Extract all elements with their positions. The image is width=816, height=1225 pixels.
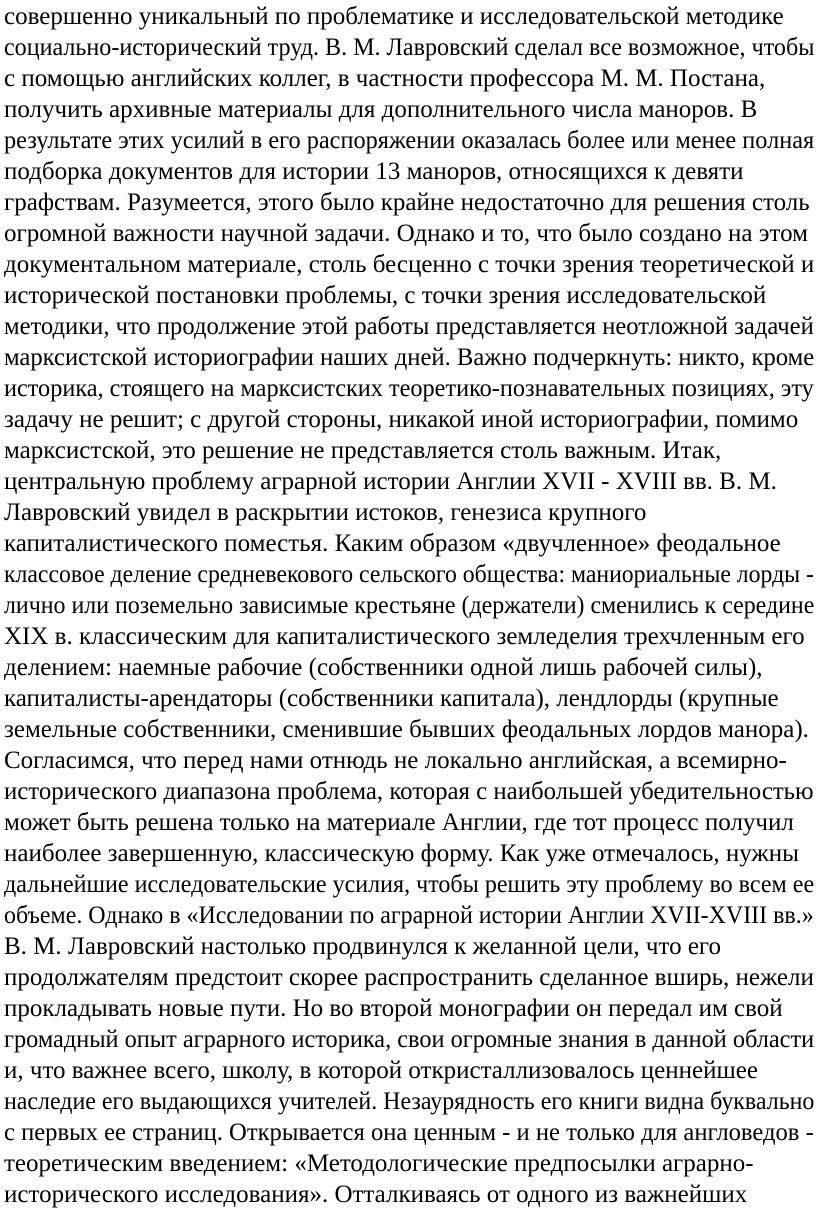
text-line-6: подборка документов для истории 13 маноров, относящихся к девяти <box>4 158 744 185</box>
text-line-5: результате этих усилий в его распоряжении оказалась более или менее полная <box>4 127 815 154</box>
text-line-26: исторического диапазона проблема, которая с наибольшей убедительностью <box>4 778 814 805</box>
text-line-38: теоретическим введением: «Методологические предпосылки аграрно- <box>4 1150 754 1177</box>
text-line-19: классовое деление средневекового сельского общества: маниориальные лорды - <box>4 561 814 588</box>
text-line-35: и, что важнее всего, школу, в которой откристаллизовалось ценнейшее <box>4 1057 758 1084</box>
text-line-12: марксистской историографии наших дней. Важно подчеркнуть: никто, кроме <box>4 344 815 371</box>
text-line-24: земельные собственники, сменившие бывших феодальных лордов манора). <box>4 716 809 743</box>
text-line-27: может быть решена только на материале Англии, где тот процесс получил <box>4 809 794 836</box>
text-line-9: документальном материале, столь бесценно с точки зрения теоретической и <box>4 251 815 278</box>
text-line-13: историка, стоящего на марксистских теоретико-познавательных позициях, эту <box>4 375 814 402</box>
text-line-1: совершенно уникальный по проблематике и исследовательской методике <box>4 3 784 30</box>
text-line-2: социально-исторический труд. В. М. Лавровский сделал все возможное, чтобы <box>4 34 815 61</box>
text-line-23: капиталисты-арендаторы (собственники капитала), лендлорды (крупные <box>4 685 779 712</box>
text-line-22: делением: наемные рабочие (собственники одной лишь рабочей силы), <box>4 654 763 681</box>
text-line-11: методики, что продолжение этой работы представляется неотложной задачей <box>4 313 814 340</box>
text-line-20: лично или поземельно зависимые крестьяне (держатели) сменились к середине <box>4 592 815 619</box>
text-line-8: огромной важности научной задачи. Однако и то, что было создано на этом <box>4 220 808 247</box>
text-line-25: Согласимся, что перед нами отнюдь не локально английская, а всемирно- <box>4 747 787 774</box>
text-line-16: центральную проблему аграрной истории Англии XVII - XVIII вв. В. М. <box>4 468 777 495</box>
text-line-15: марксистской, это решение не представляется столь важным. Итак, <box>4 437 722 464</box>
text-line-7: графствам. Разумеется, этого было крайне недостаточно для решения столь <box>4 189 810 216</box>
text-line-3: с помощью английских коллег, в частности профессора М. М. Постана, <box>4 65 766 92</box>
text-line-34: громадный опыт аграрного историка, свои огромные знания в данной области <box>4 1026 815 1053</box>
text-line-4: получить архивные материалы для дополнительного числа маноров. В <box>4 96 758 123</box>
text-line-18: капиталистического поместья. Каким образом «двучленное» феодальное <box>4 530 781 557</box>
text-line-28: наиболее завершенную, классическую форму. Как уже отмечалось, нужны <box>4 840 799 867</box>
text-line-21: XIX в. классическим для капиталистического земледелия трехчленным его <box>4 623 805 650</box>
text-line-39: исторического исследования». Отталкиваясь от одного из важнейших <box>4 1181 748 1208</box>
text-line-10: исторической постановки проблемы, с точки зрения исследовательской <box>4 282 767 309</box>
text-line-33: прокладывать новые пути. Но во второй монографии он передал им свой <box>4 995 783 1022</box>
text-line-32: продолжателям предстоит скорее распространить сделанное вширь, нежели <box>4 964 814 991</box>
text-line-30: объеме. Однако в «Исследовании по аграрной истории Англии XVII-XVIII вв.» <box>4 902 814 929</box>
text-line-37: с первых ее страниц. Открывается она ценным - и не только для англоведов - <box>4 1119 814 1146</box>
text-line-14: задачу не решит; с другой стороны, никакой иной историографии, помимо <box>4 406 799 433</box>
text-line-17: Лавровский увидел в раскрытии истоков, генезиса крупного <box>4 499 647 526</box>
text-line-36: наследие его выдающихся учителей. Незаурядность его книги видна буквально <box>4 1088 815 1115</box>
document-page <box>4 0 816 1225</box>
text-line-29: дальнейшие исследовательские усилия, чтобы решить эту проблему во всем ее <box>4 871 815 898</box>
text-line-31: В. М. Лавровский настолько продвинулся к желанной цели, что его <box>4 933 722 960</box>
